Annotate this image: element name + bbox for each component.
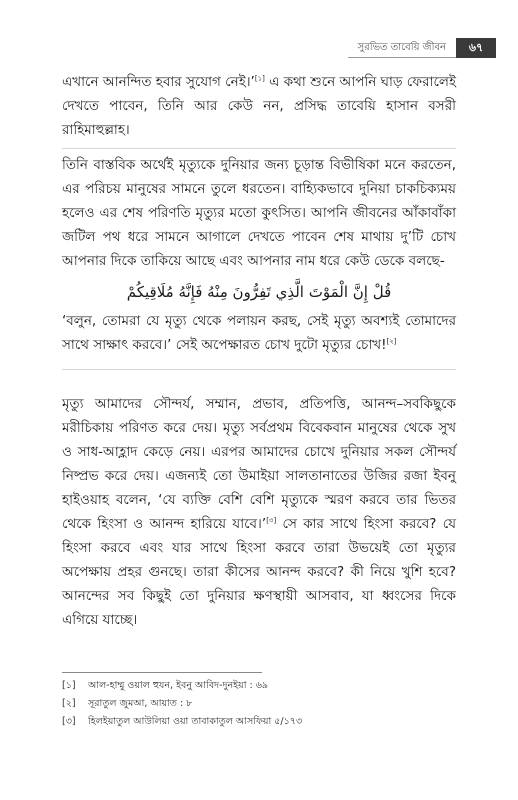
running-header (348, 38, 496, 58)
footnote-ref-3[interactable]: [৩] (266, 516, 277, 525)
paragraph-text: সে কার সাথে হিংসা করবে? যে হিংসা করবে এবং যার সাথে হিংসা করবে তারা উভয়েই তো মৃত্যুর অপেক্ষায় প্রহর গুনছে। তারা কীসের আনন্দ করবে? কী নিয়ে খুশি হবে? আনন্দের সব কিছুই তো দুনিয়ার ক্ষণস্থায়ী আসবাব, যা ধ্বংসের দিকে এগিয়ে যাচ্ছে। (62, 516, 457, 628)
verse-translation (62, 309, 456, 370)
paragraph-2: তিনি বাস্তবিক অর্থেই মৃত্যুকে দুনিয়ার জন্য চূড়ান্ত বিভীষিকা মনে করতেন, এর পরিচয় মানুষের সামনে তুলে ধরতেন। বাহ্যিকভাবে দুনিয়া চাকচিক্যময় হলেও এর শেষ পরিণতি মৃত্যুর মতো কুৎসিত। আপনি জীবনের আঁকাবাঁকা জটিল পথ ধরে সামনে আগালে দেখতে পাবেন শেষ মাথায় দু’টি চোখ আপনার দিকে তাকিয়ে আছে এবং আপনার নাম ধরে কেউ ডেকে বলছে- (62, 157, 456, 269)
footnotes (62, 672, 456, 731)
footnote-ref-1[interactable]: [১] (254, 74, 265, 83)
footnote-3: [৩] হিলইয়াতুল আউলিয়া ওয়া তাবাকাতুল আসফিয়া ৫/১৭৩ (62, 716, 303, 727)
footnote-divider (62, 672, 262, 673)
page-number: ৬৭ (456, 38, 496, 58)
paragraph-text: এখানে আনন্দিত হবার সুযোগ নেই।’ (62, 74, 255, 90)
section-death-fear (62, 148, 456, 370)
paragraph-3 (62, 392, 456, 632)
book-title: সুরভিত তাবেয়ি জীবন (348, 38, 456, 58)
translation-text: ‘বলুন, তোমরা যে মৃত্যু থেকে পলায়ন করছ, সেই মৃত্যু অবশ্যই তোমাদের সাথে সাক্ষাৎ করবে।’ সেই অপেক্ষারত চোখ দুটো মৃত্যুর চোখ! (62, 313, 456, 353)
paragraph-1 (62, 70, 456, 142)
arabic-verse: قُلْ إِنَّ الْمَوْتَ الَّذِي تَفِرُّونَ مِنْهُ فَإِنَّهُ مُلَاقِيكُمْ (126, 283, 392, 301)
page-body (62, 70, 456, 644)
footnote-1: [১] আল-হাম্মু ওয়াল হুযন, ইবনু আবিদ-দুনইয়া : ৬৯ (62, 680, 269, 691)
paragraph-text: মৃত্যু আমাদের সৌন্দর্য, সম্মান, প্রভাব, প্রতিপত্তি, আনন্দ–সবকিছুকে মরীচিকায় পরিণত করে দেয়। মৃত্যু সর্বপ্রথম বিবেকবান মানুষের থেকে সুখ ও সাধ-আহ্লাদ কেড়ে নেয়। এরপর আমাদের চোখে দুনিয়ার সকল সৌন্দর্য নিষ্প্রভ করে দেয়। এজন্যই তো উমাইয়া সালতানাতের উজির রজা ইবনু হাইওয়াহ বলেন, ‘যে ব্যক্তি বেশি বেশি মৃত্যুকে স্মরণ করবে তার ভিতর থেকে হিংসা ও আনন্দ হারিয়ে যাবে।’ (62, 396, 456, 532)
footnote-2: [২] সূরাতুল জুমআ, আয়াত : ৮ (62, 698, 193, 709)
paragraph-text: এ কথা শুনে আপনি ঘাড় ফেরালেই দেখতে পাবেন, তিনি আর কেউ নন, প্রসিদ্ধ তাবেয়ি হাসান বসরী রাহিমাহুল্লাহ। (62, 74, 456, 138)
footnote-ref-2[interactable]: [২] (386, 337, 397, 346)
